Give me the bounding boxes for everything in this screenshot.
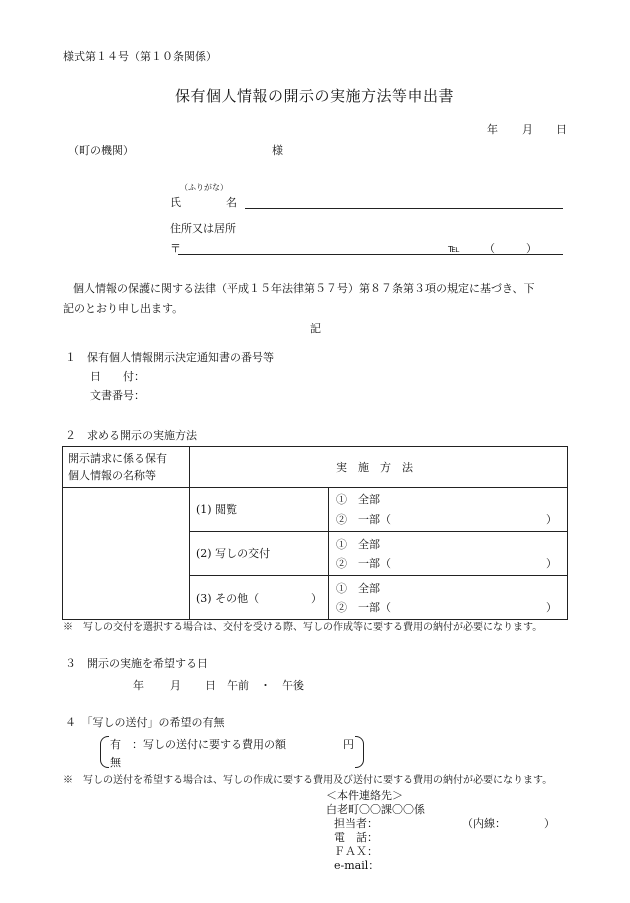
contact-phone: 電 話： [334,831,378,844]
section4-note: ※ 写しの送付を希望する場合は、写しの作成に要する費用及び送付に要する費用の納付が必要になります。 [63,775,553,786]
send-no-option[interactable]: 無 [110,756,121,769]
row1-option-part[interactable]: ② 一部（ [336,513,391,526]
contact-title: ＜本件連絡先＞ [326,789,403,802]
contact-extension-close: ） [544,817,555,830]
form-number: 様式第１４号（第１０条関係） [63,50,217,63]
method-other-close: ） [311,592,322,605]
table-col1-header-2: 個人情報の名称等 [68,469,156,482]
row3-option-all[interactable]: ① 全部 [336,582,380,595]
row2-option-part[interactable]: ② 一部（ [336,557,391,570]
section2-note: ※ 写しの交付を選択する場合は、交付を受ける際、写しの作成等に要する費用の納付が必要になります。 [63,622,543,633]
row1-option-all[interactable]: ① 全部 [336,493,380,506]
tel-paren-close: ） [526,242,537,255]
address-label: 住所又は居所 [170,222,236,235]
section1-heading: １ 保有個人情報開示決定通知書の番号等 [65,351,274,364]
postal-mark: 〒 [170,242,181,255]
section2-heading: ２ 求める開示の実施方法 [65,429,197,442]
send-fee-yen: 円 [343,738,354,751]
ki-mark: 記 [310,322,321,335]
method-view[interactable]: (1) 閲覧 [196,503,238,516]
date-day: 日 [556,123,567,136]
row3-option-part[interactable]: ② 一部（ [336,601,391,614]
notice-docno-label: 文書番号： [90,389,145,402]
contact-person: 担当者： [334,817,378,830]
method-other[interactable]: (3) その他（ [196,592,260,605]
furigana-label: （ふりがな） [180,183,228,192]
contact-office: 白老町〇〇課〇〇係 [326,803,425,816]
table-col1-header-1: 開示請求に係る保有 [68,452,167,465]
name-label-1: 氏 [170,196,181,209]
row2-part-close: ） [546,557,557,570]
right-brace [355,736,364,768]
section3-heading: ３ 開示の実施を希望する日 [65,657,208,670]
intro-line-1: 個人情報の保護に関する法律（平成１５年法律第５７号）第８７条第３項の規定に基づき、下 [73,282,535,295]
address-field-line[interactable] [178,254,563,255]
section4-heading: ４ 「写しの送付」の希望の有無 [65,716,225,729]
wish-day-ampm: 日 午前 ・ 午後 [205,679,304,692]
contact-fax: ＦＡＸ： [334,845,378,858]
date-month: 月 [522,123,533,136]
contact-extension: （内線： [462,817,506,830]
wish-year: 年 [133,679,144,692]
row1-part-close: ） [546,513,557,526]
tel-icon: ℡ [448,242,460,255]
page-title: 保有個人情報の開示の実施方法等申出書 [175,87,455,105]
addressee-honorific: 様 [272,144,283,157]
notice-date-label: 日 付： [90,370,145,383]
tel-paren-open: （ [484,242,495,255]
wish-month: 月 [170,679,181,692]
intro-line-2: 記のとおり申し出ます。 [63,302,184,315]
name-label-2: 名 [226,196,237,209]
method-copy-delivery[interactable]: (2) 写しの交付 [196,547,271,560]
contact-email: e-mail： [334,859,380,872]
row2-option-all[interactable]: ① 全部 [336,538,380,551]
left-brace [100,736,109,768]
send-yes-option[interactable]: 有 ：写しの送付に要する費用の額 [110,738,286,751]
name-field-line[interactable] [245,208,563,209]
addressee-label: （町の機関） [68,144,134,157]
table-col2-header: 実 施 方 法 [336,461,413,474]
row3-part-close: ） [546,601,557,614]
date-year: 年 [487,123,498,136]
